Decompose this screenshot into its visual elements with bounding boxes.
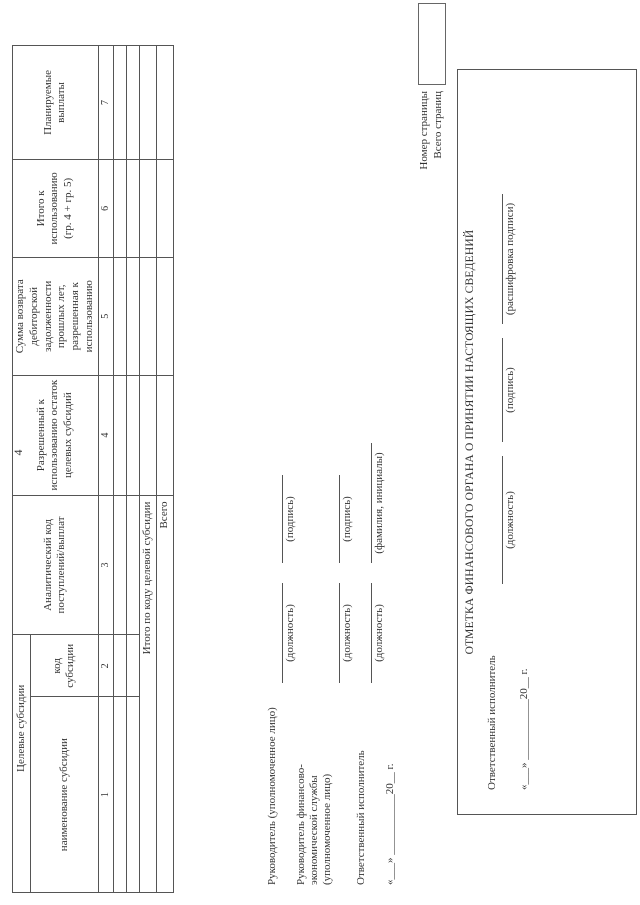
col-num: 6 xyxy=(98,159,114,257)
col-num: 1 xyxy=(98,697,114,893)
col-header-6: Итого к использованию (гр. 4 + гр. 5) xyxy=(13,159,99,257)
col-header-1: наименование субсидии xyxy=(31,697,98,893)
total-pages-label: Всего страниц xyxy=(432,91,444,159)
col-num: 2 xyxy=(98,635,114,697)
col-num: 4 xyxy=(98,375,114,495)
stamp-date-line: «___» ___________20__ г. xyxy=(518,668,530,790)
exec-name-caption: (фамилия, инициалы) xyxy=(373,452,385,554)
col-num: 5 xyxy=(98,257,114,375)
fin-label-1: Руководитель финансово- xyxy=(295,764,307,885)
page-number: 4 xyxy=(11,449,25,456)
fin-signature-caption: (подпись) xyxy=(341,496,353,542)
stamp-exec-label: Ответственный исполнитель xyxy=(486,655,498,790)
col-header-7: Планируемые выплаты xyxy=(13,46,99,160)
head-signature-caption: (подпись) xyxy=(284,496,296,542)
total-by-code-row xyxy=(140,46,157,893)
head-label: Руководитель (уполномоченное лицо) xyxy=(266,707,278,885)
exec-position-caption: (должность) xyxy=(373,604,385,662)
stamp-title: ОТМЕТКА ФИНАНСОВОГО ОРГАНА О ПРИНЯТИИ НАСТОЯЩИХ СВЕДЕНИЙ xyxy=(464,229,476,655)
exec-label: Ответственный исполнитель xyxy=(355,750,367,885)
col-header-2: код субсидии xyxy=(31,635,98,697)
col-header-5: Сумма возврата дебиторской задолженности прошлых лет, разрешенная к использованию xyxy=(13,257,99,375)
stamp-signature-caption: (подпись) xyxy=(504,367,516,413)
table-row xyxy=(114,46,127,893)
date-line: «___» ___________20__ г. xyxy=(384,763,396,885)
grand-total-label: Всего xyxy=(157,495,174,892)
fin-position-caption: (должность) xyxy=(341,604,353,662)
col-num: 7 xyxy=(98,46,114,160)
stamp-position-caption: (должность) xyxy=(504,491,516,549)
finance-stamp xyxy=(457,69,637,815)
page-number-label: Номер страницы xyxy=(418,91,430,170)
head-position-caption: (должность) xyxy=(284,604,296,662)
fin-label-2: экономической службы xyxy=(308,775,320,885)
stamp-decode-caption: (расшифровка подписи) xyxy=(504,202,516,316)
column-numbers-row xyxy=(98,46,114,893)
page-count-box xyxy=(418,3,446,85)
subsidy-table xyxy=(12,45,174,893)
table-row xyxy=(127,46,140,893)
group-header: Целевые субсидии xyxy=(13,635,31,893)
col-header-3: Аналитический код поступлений/выплат xyxy=(13,495,99,635)
col-num: 3 xyxy=(98,495,114,635)
fin-label-3: (уполномоченное лицо) xyxy=(321,773,333,885)
total-by-code-label: Итого по коду целевой субсидии xyxy=(140,495,157,892)
grand-total-row xyxy=(157,46,174,893)
col-header-4: Разрешенный к использованию остаток целевых субсидий xyxy=(13,375,99,495)
